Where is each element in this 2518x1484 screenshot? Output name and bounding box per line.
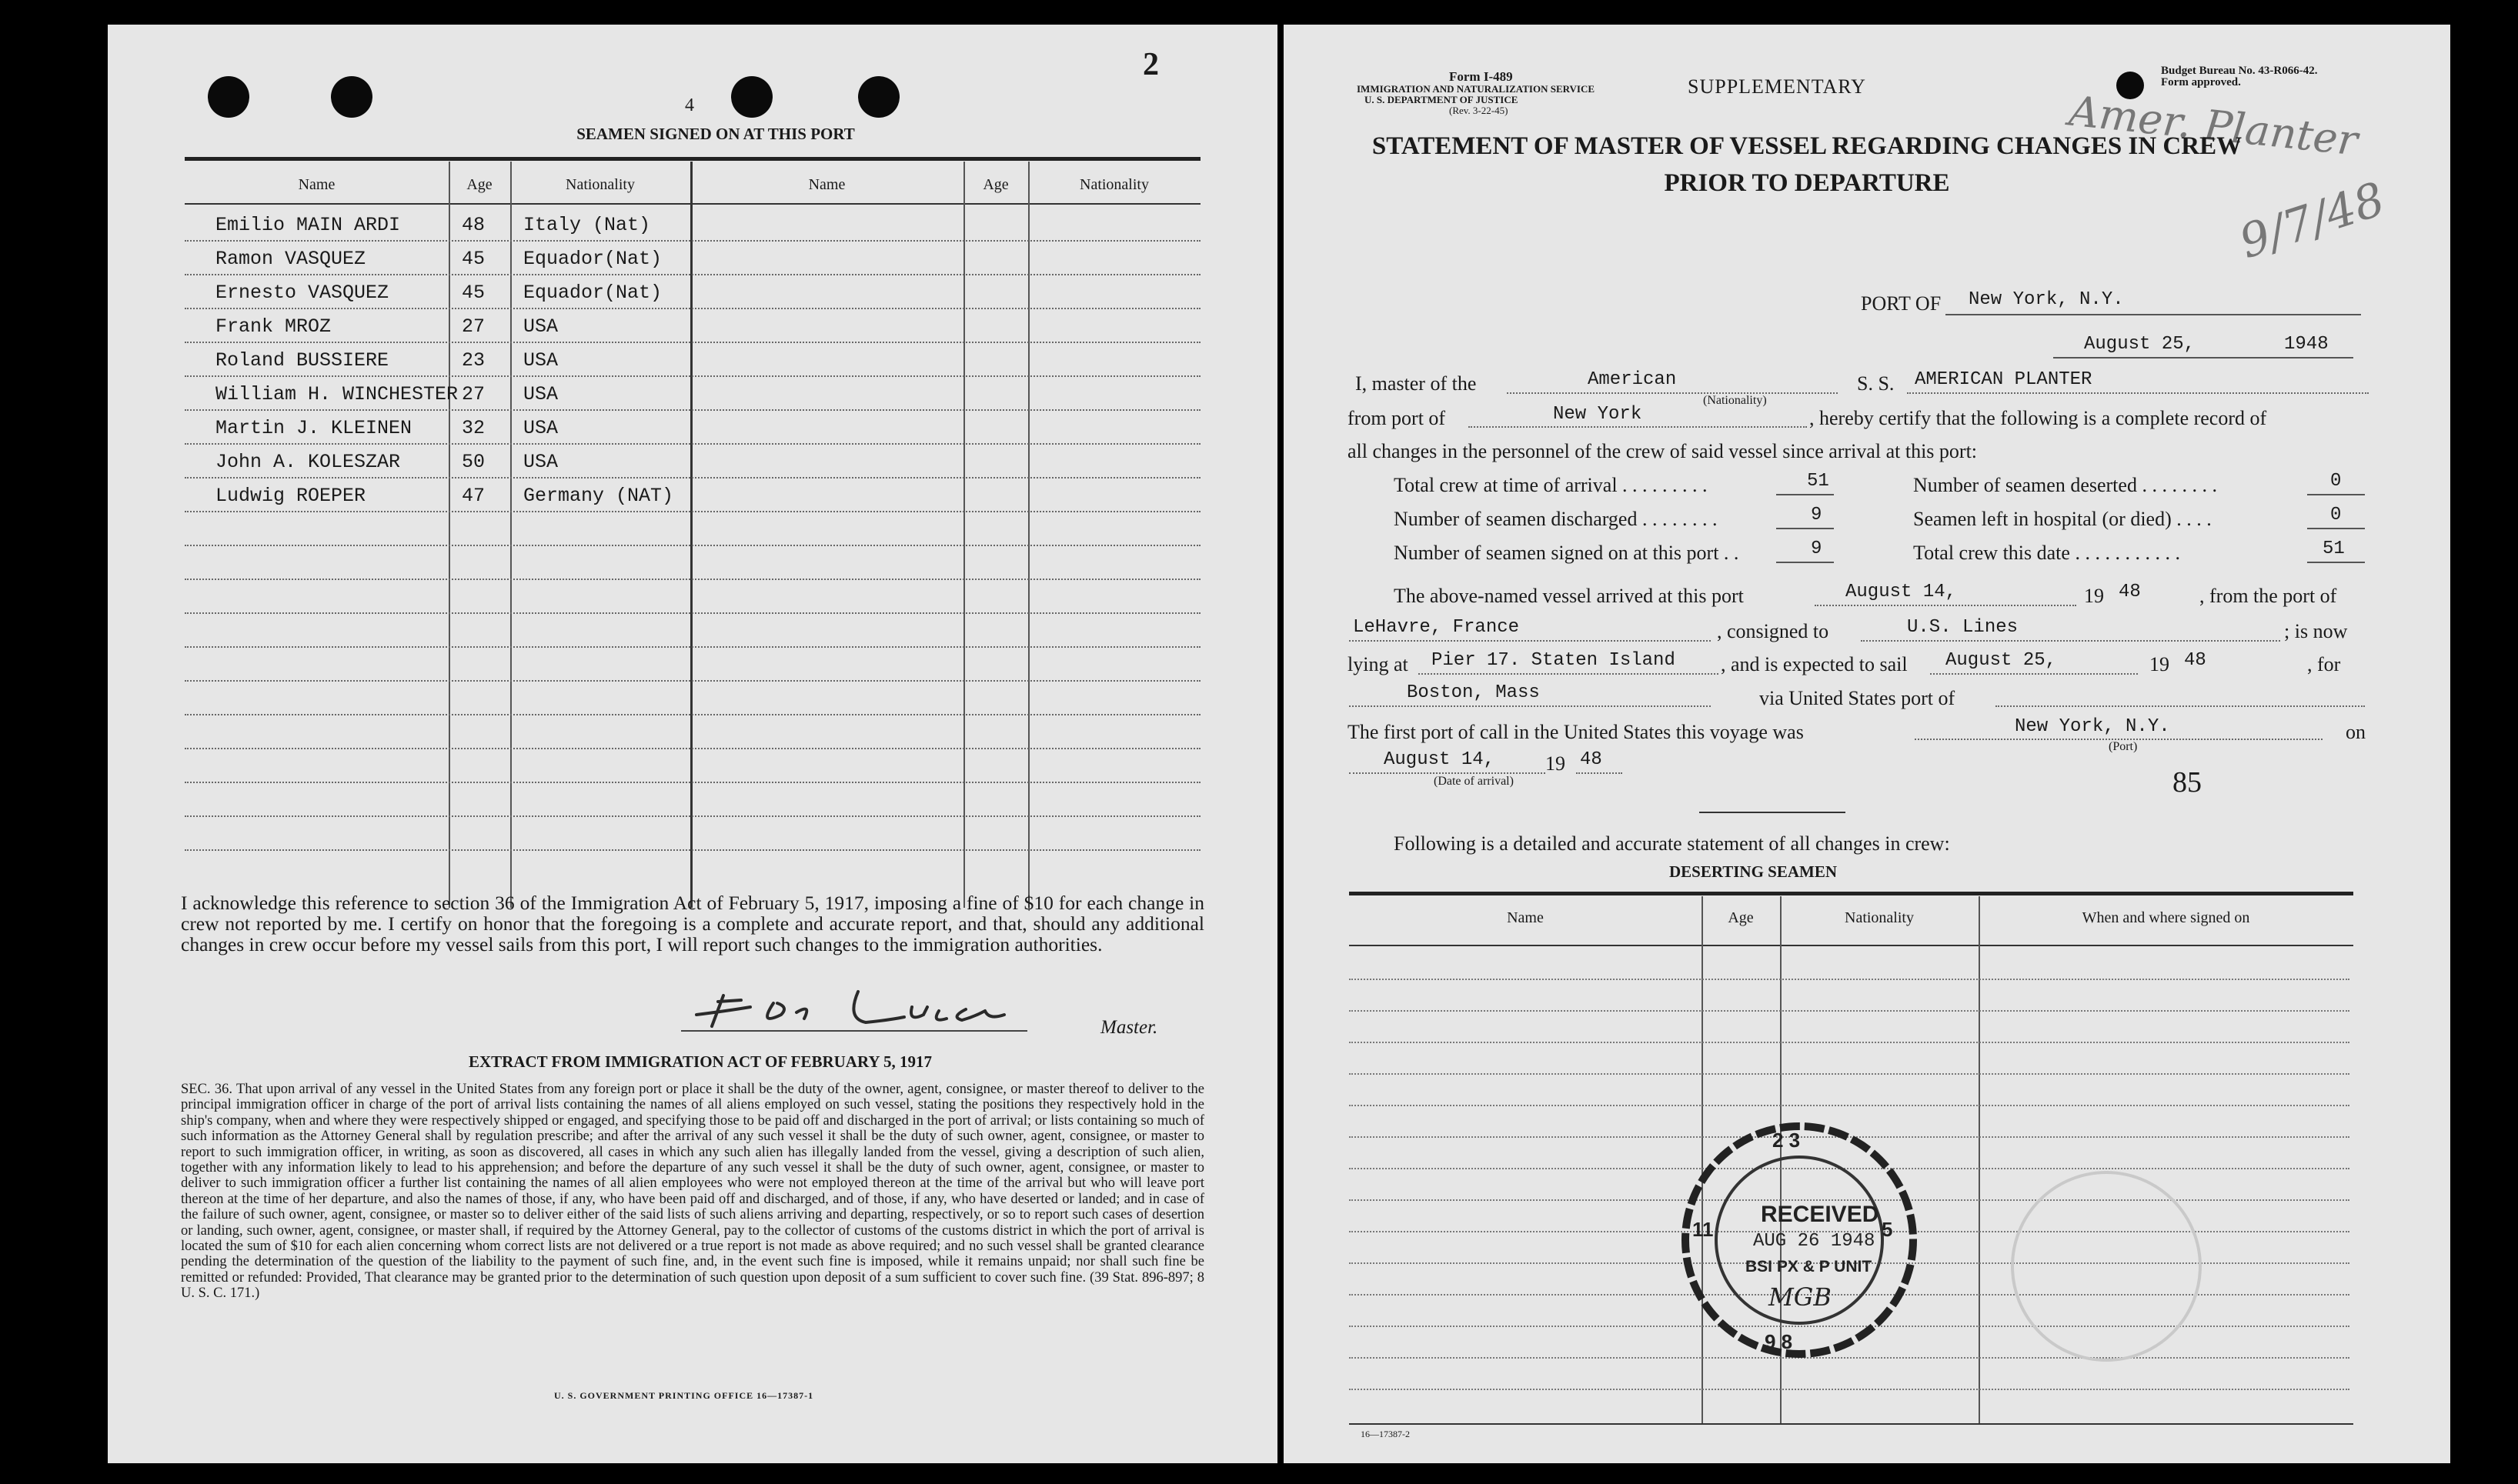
deserting-row: [1349, 1010, 2349, 1012]
sail-underline: [1930, 673, 2138, 675]
arrival-year-prefix: 19: [1545, 752, 1565, 775]
svg-text:9 8: 9 8: [1765, 1330, 1793, 1353]
deserting-row: [1349, 1105, 2349, 1106]
consigned-underline: [1861, 640, 2280, 642]
col-header-name: Name: [808, 176, 846, 193]
lying-underline: [1418, 673, 1718, 675]
lying-value: Pier 17. Staten Island: [1431, 650, 1675, 671]
table-row: [185, 817, 1201, 851]
table-row: [185, 783, 1201, 817]
for-label: , for: [2307, 653, 2341, 675]
stat-underline: [2307, 528, 2365, 529]
seaman-name: Ludwig ROEPER: [215, 485, 366, 507]
seaman-age: 23: [462, 349, 486, 372]
deserted-label: Number of seamen deserted . . . . . . . .: [1913, 474, 2217, 496]
arrival-year: 48: [1580, 749, 1602, 770]
signed-on-label: Number of seamen signed on at this port . .: [1394, 542, 1739, 564]
svg-text:5: 5: [1882, 1218, 1893, 1241]
port-caption: (Port): [2109, 740, 2138, 753]
deserting-row: [1349, 1073, 2349, 1075]
agency-line2: U. S. DEPARTMENT OF JUSTICE: [1364, 94, 1518, 105]
arrived-year: 48: [2119, 582, 2141, 602]
nationality-caption: (Nationality): [1703, 394, 1767, 407]
first-port-value: New York, N.Y.: [2015, 716, 2170, 737]
consigned-value: U.S. Lines: [1907, 617, 2019, 638]
table-row: [185, 445, 1201, 479]
table-row: [185, 580, 1201, 614]
stat-underline: [1776, 528, 1834, 529]
table-row: [185, 208, 1201, 242]
punch-hole: [331, 76, 372, 118]
deserted-value: 0: [2330, 471, 2342, 492]
nationality-value: American: [1588, 369, 1677, 390]
table-row: [185, 715, 1201, 749]
sail-year: 48: [2184, 650, 2206, 671]
deserting-row: [1349, 1389, 2349, 1390]
deserting-col-name: Name: [1507, 909, 1544, 926]
nationality-underline: [1507, 392, 1838, 394]
table-row: [185, 411, 1201, 445]
handwritten-vessel: Amer. Planter: [2066, 86, 2360, 165]
separator-rule: [1699, 812, 1845, 813]
deserting-row: [1349, 1042, 2349, 1043]
printing-code: 16—17387-2: [1361, 1429, 1410, 1439]
discharged-label: Number of seamen discharged . . . . . . . .: [1394, 508, 1718, 530]
seaman-nationality: USA: [523, 383, 559, 405]
punch-hole: [208, 76, 249, 118]
signed-on-value: 9: [1811, 539, 1822, 559]
seaman-nationality: USA: [523, 451, 559, 473]
form-approved: Form approved.: [2161, 76, 2241, 88]
seaman-nationality: Germany (NAT): [523, 485, 674, 507]
table-top-rule: [185, 157, 1201, 161]
form-title-line1: STATEMENT OF MASTER OF VESSEL REGARDING CHANGES IN CREW: [1371, 132, 2242, 160]
seaman-name: Roland BUSSIERE: [215, 349, 389, 372]
via-underline: [1995, 705, 2365, 707]
total-crew-date-value: 51: [2323, 539, 2345, 559]
discharged-value: 9: [1811, 505, 1822, 525]
page-mark: 85: [2172, 766, 2202, 799]
seaman-name: Ernesto VASQUEZ: [215, 282, 389, 304]
acknowledgement-text: I acknowledge this reference to section 36 of the Immigration Act of February 5, 1917, imposing a fine of $10 for each change in crew not reported by me. I certify on honor that the foregoing is a complete and accurate report, and that, should any additional changes in crew occur before my vessel sails from this port, I will report such changes to the immigration authorities.: [181, 892, 1204, 955]
seaman-age: 32: [462, 417, 486, 439]
table-row: [185, 377, 1201, 411]
stamp-title: RECEIVED: [1761, 1202, 1879, 1227]
seaman-name: John A. KOLESZAR: [215, 451, 401, 473]
seaman-nationality: Equador(Nat): [523, 282, 663, 304]
seaman-nationality: USA: [523, 417, 559, 439]
seaman-nationality: Italy (Nat): [523, 214, 651, 236]
seaman-name: Emilio MAIN ARDI: [215, 214, 401, 236]
left-page: [108, 25, 1277, 1463]
row-rule: [185, 849, 1201, 851]
table-row: [185, 546, 1201, 580]
seaman-age: 48: [462, 214, 486, 236]
table-row: [185, 614, 1201, 648]
deserting-table-top: [1349, 892, 2353, 895]
col-header-age: Age: [466, 176, 493, 193]
deserting-table-bottom: [1349, 1423, 2353, 1425]
arrived-underline: [1815, 605, 2076, 606]
hospital-label: Seamen left in hospital (or died) . . . .: [1913, 508, 2212, 530]
master-signature: [681, 972, 1035, 1034]
seaman-age: 27: [462, 383, 486, 405]
punch-hole: [731, 76, 773, 118]
section-title: SEAMEN SIGNED ON AT THIS PORT: [576, 125, 855, 143]
date-value: August 25,: [2084, 334, 2196, 355]
seaman-age: 45: [462, 248, 486, 270]
deserting-row: [1349, 979, 2349, 980]
extract-title: EXTRACT FROM IMMIGRATION ACT OF FEBRUARY 5, 1917: [468, 1052, 933, 1071]
seaman-age: 50: [462, 451, 486, 473]
stat-underline: [1776, 494, 1834, 495]
col-divider: [1979, 896, 1980, 1423]
punch-hole: [858, 76, 900, 118]
top-mark: 2: [1143, 47, 1159, 82]
seaman-age: 27: [462, 315, 486, 338]
table-row: [185, 648, 1201, 682]
table-row: [185, 749, 1201, 783]
deserting-col-nationality: Nationality: [1845, 909, 1914, 926]
following-text: Following is a detailed and accurate statement of all changes in crew:: [1394, 832, 1950, 855]
total-crew-date-label: Total crew this date . . . . . . . . . . .: [1913, 542, 2180, 564]
stamp-unit: BSI PX & P UNIT: [1745, 1258, 1872, 1276]
budget-bureau: Budget Bureau No. 43-R066-42.: [2161, 65, 2318, 77]
table-row: [185, 309, 1201, 343]
seaman-age: 45: [462, 282, 486, 304]
destination: Boston, Mass: [1407, 682, 1540, 703]
port-label: PORT OF: [1861, 292, 1942, 315]
svg-text:11: 11: [1692, 1218, 1714, 1241]
col-header-name: Name: [298, 176, 336, 193]
table-row: [185, 512, 1201, 546]
first-port-label: The first port of call in the United States this voyage was: [1347, 721, 1804, 743]
ss-label: S. S.: [1857, 372, 1895, 395]
table-row: [185, 682, 1201, 715]
via-label: via United States port of: [1759, 687, 1955, 709]
seaman-name: William H. WINCHESTER: [215, 383, 459, 405]
deserting-title: DESERTING SEAMEN: [1668, 862, 1838, 881]
lying-label: lying at: [1347, 653, 1408, 675]
deserting-col-age: Age: [1728, 909, 1754, 926]
vessel-name: AMERICAN PLANTER: [1915, 369, 2092, 390]
seaman-nationality: USA: [523, 315, 559, 338]
right-page: [1284, 25, 2450, 1463]
faint-stamp: [2011, 1171, 2202, 1362]
deserting-col-signed-on: When and where signed on: [2082, 909, 2250, 926]
col-header-nationality: Nationality: [1080, 176, 1149, 193]
date-year: 1948: [2284, 334, 2329, 355]
handwritten-date: 9/7/48: [2232, 172, 2392, 270]
arrived-date: August 14,: [1845, 582, 1957, 602]
hospital-value: 0: [2330, 505, 2342, 525]
deserting-table-header-rule: [1349, 945, 2353, 946]
page-number: 4: [685, 95, 694, 115]
consigned-label: , consigned to: [1717, 620, 1829, 642]
col-header-nationality: Nationality: [566, 176, 635, 193]
destination-underline: [1349, 705, 1711, 707]
sail-year-prefix: 19: [2149, 653, 2169, 675]
seaman-nationality: Equador(Nat): [523, 248, 663, 270]
master-label: Master.: [1100, 1017, 1158, 1038]
vessel-underline: [1907, 392, 2369, 394]
from-port-of-underline: [1349, 640, 1711, 642]
extract-text: SEC. 36. That upon arrival of any vessel in the United States from any foreign port or place it shall be the duty of the owner, agent, consignee, or master thereof to deliver to the principal immigration officer in charge of the port of arrival lists containing the names of all aliens employed on such vessel, stating the positions they respectively hold in the ship's company, when and where they were respectively shipped or engaged, and specifying those to be paid off and discharged in the port of arrival; or lists containing so much of such information as the Attorney General shall by regulation prescribe; and after the arrival of any such vessel it shall be the duty of such owner, agent, consignee, or master to report to such immigration officer, in writing, as soon as discovered, all cases in which any such alien has illegally landed from the vessel, giving a description of such alien, together with any information likely to lead to his apprehension; and before the departure of any such vessel it shall be the duty of such owner, agent, consignee, or master to deliver to such immigration officer a further list containing the names of all alien employees who were not employed thereon at the time of the arrival but who will leave port thereon at the time of her departure, and also the names of those, if any, who have been paid off and discharged, and of those, if any, who have deserted or landed; and in case of the failure of such owner, agent, consignee, or master so to deliver either of the said lists of such aliens arriving and departing, respectively, or so to report such cases of desertion or landing, such owner, agent, consignee, or master shall, if required by the Attorney General, pay to the collector of customs of the customs district in which the port of arrival is located the sum of $10 for each alien concerning whom correct lists are not delivered or a true report is not made as above required; and no such vessel shall be granted clearance pending the determination of the question of the liability to the payment of such fine, and, in the event such fine is imposed, while it remains unpaid; nor shall such fine be remitted or refunded: Provided, That clearance may be granted prior to the determination of such question upon deposit of a sum sufficient to cover such fine. (39 Stat. 896-897; 8 U. S. C. 171.): [181, 1082, 1204, 1302]
stamp-initials: MGB: [1768, 1282, 1832, 1312]
received-stamp: [1680, 1121, 1919, 1359]
total-crew-arrival-label: Total crew at time of arrival . . . . . . . . .: [1394, 474, 1708, 496]
sail-date: August 25,: [1945, 650, 2057, 671]
is-now-label: ; is now: [2284, 620, 2348, 642]
table-row: [185, 242, 1201, 275]
arrival-date-underline: [1349, 772, 1545, 774]
seaman-name: Frank MROZ: [215, 315, 332, 338]
col-header-age: Age: [983, 176, 1009, 193]
form-revision: (Rev. 3-22-45): [1449, 105, 1508, 116]
seaman-name: Martin J. KLEINEN: [215, 417, 412, 439]
table-header-rule: [185, 203, 1201, 205]
seaman-name: Ramon VASQUEZ: [215, 248, 366, 270]
from-port-underline: [1468, 426, 1807, 428]
date-underline: [2053, 357, 2353, 358]
date-arrival-caption: (Date of arrival): [1434, 775, 1514, 788]
table-row: [185, 275, 1201, 309]
stat-underline: [2307, 562, 2365, 563]
form-number: Form I-489: [1449, 69, 1513, 84]
stamp-date: AUG 26 1948: [1753, 1231, 1875, 1252]
expected-label: , and is expected to sail: [1721, 653, 1908, 675]
table-row: [185, 479, 1201, 512]
total-crew-arrival-value: 51: [1807, 471, 1829, 492]
arrival-date: August 14,: [1384, 749, 1495, 770]
seaman-age: 47: [462, 485, 486, 507]
agency-line1: IMMIGRATION AND NATURALIZATION SERVICE: [1357, 83, 1595, 95]
table-row: [185, 343, 1201, 377]
svg-text:2 3: 2 3: [1772, 1129, 1801, 1152]
master-of-label: I, master of the: [1355, 372, 1477, 395]
from-port-of-value: LeHavre, France: [1353, 617, 1520, 638]
from-port-of-label: , from the port of: [2199, 585, 2337, 607]
from-port-label: from port of: [1347, 407, 1446, 429]
arrived-label: The above-named vessel arrived at this port: [1394, 585, 1744, 607]
stat-underline: [1776, 562, 1834, 563]
changes-text: all changes in the personnel of the crew of said vessel since arrival at this port:: [1347, 440, 1978, 462]
arrived-year-prefix: 19: [2084, 585, 2104, 607]
supplementary-label: SUPPLEMENTARY: [1688, 75, 1866, 98]
stat-underline: [2307, 494, 2365, 495]
from-port-value: New York: [1553, 404, 1642, 425]
form-title-line2: PRIOR TO DEPARTURE: [1664, 169, 1950, 197]
port-underline: [1945, 314, 2361, 315]
certify-text: , hereby certify that the following is a complete record of: [1809, 407, 2267, 429]
seaman-nationality: USA: [523, 349, 559, 372]
printing-office: U. S. GOVERNMENT PRINTING OFFICE 16—17387-1: [554, 1390, 814, 1401]
arrival-year-underline: [1576, 772, 1622, 774]
on-label: on: [2346, 721, 2366, 743]
port-value: New York, N.Y.: [1969, 289, 2124, 310]
